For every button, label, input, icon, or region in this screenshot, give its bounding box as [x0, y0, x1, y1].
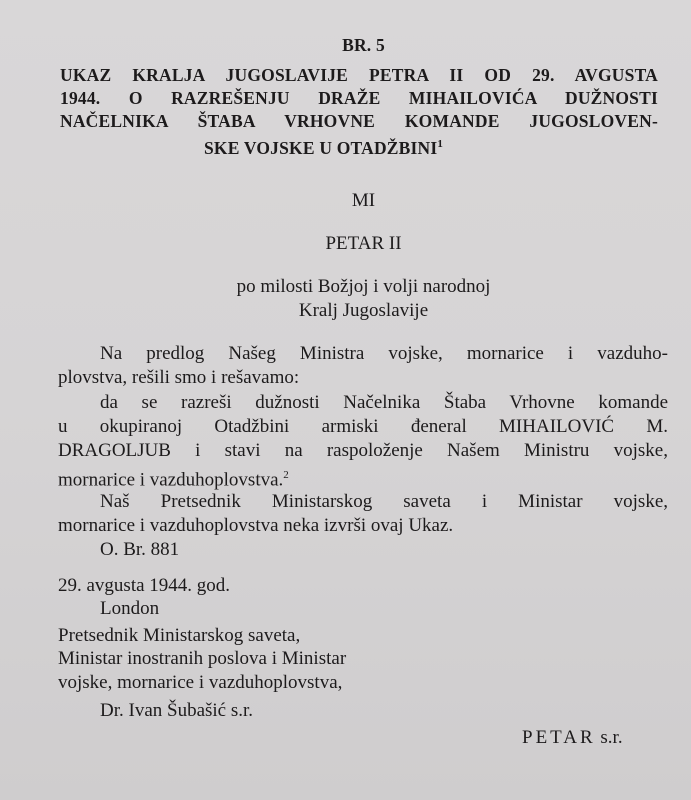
title-line-last: [204, 133, 443, 159]
title-line: 1944. O RAZREŠENJU DRAŽE MIHAILOVIĆA DUŽNOSTI: [60, 88, 658, 108]
reference-number: O. Br. 881: [100, 539, 180, 560]
signatory-line: Ministar inostranih poslova i Ministar: [58, 648, 347, 669]
footnote-marker: 1: [437, 138, 444, 150]
title-line: SKE VOJSKE U OTADŽBINI: [204, 137, 438, 158]
signatory-name: Dr. Ivan Šubašić s.r.: [100, 700, 254, 721]
signatory-line: Pretsednik Ministarskog saveta,: [58, 625, 301, 646]
mi-heading: MI: [351, 190, 376, 211]
body-line: DRAGOLJUB i stavi na raspoloženje Našem Ministru vojske,: [58, 440, 668, 461]
body-line: u okupiranoj Otadžbini armiski đeneral MIHAILOVIĆ M.: [58, 416, 668, 437]
footnote-marker: 2: [283, 469, 289, 481]
body-line: da se razreši dužnosti Načelnika Štaba Vrhovne komande: [100, 392, 668, 413]
body-line: mornarice i vazduhoplovstva neka izvrši ovaj Ukaz.: [58, 515, 454, 536]
king-signature-name: PETAR: [522, 727, 596, 748]
king-title: Kralj Jugoslavije: [298, 300, 429, 321]
date: 29. avgusta 1944. god.: [58, 575, 231, 596]
decree-number: BR. 5: [342, 35, 385, 55]
body-line: plovstva, rešili smo i rešavamo:: [58, 367, 300, 388]
signatory-line: vojske, mornarice i vazduhoplovstva,: [58, 672, 343, 693]
body-line-end: [58, 464, 289, 491]
title-line: UKAZ KRALJA JUGOSLAVIJE PETRA II OD 29. AVGUSTA: [60, 65, 658, 85]
place: London: [100, 598, 160, 619]
king-name: PETAR II: [325, 233, 402, 254]
title-line: NAČELNIKA ŠTABA VRHOVNE KOMANDE JUGOSLOVEN-: [60, 111, 658, 131]
body-line: mornarice i vazduhoplovstva.: [58, 469, 284, 491]
king-signature-suffix: s.r.: [600, 727, 623, 748]
grace-line: po milosti Božjoj i volji narodnoj: [236, 276, 491, 297]
body-line: Na predlog Našeg Ministra vojske, mornarice i vazduho-: [100, 343, 668, 364]
body-line: Naš Pretsednik Ministarskog saveta i Ministar vojske,: [100, 491, 668, 512]
king-signature: [522, 727, 623, 749]
